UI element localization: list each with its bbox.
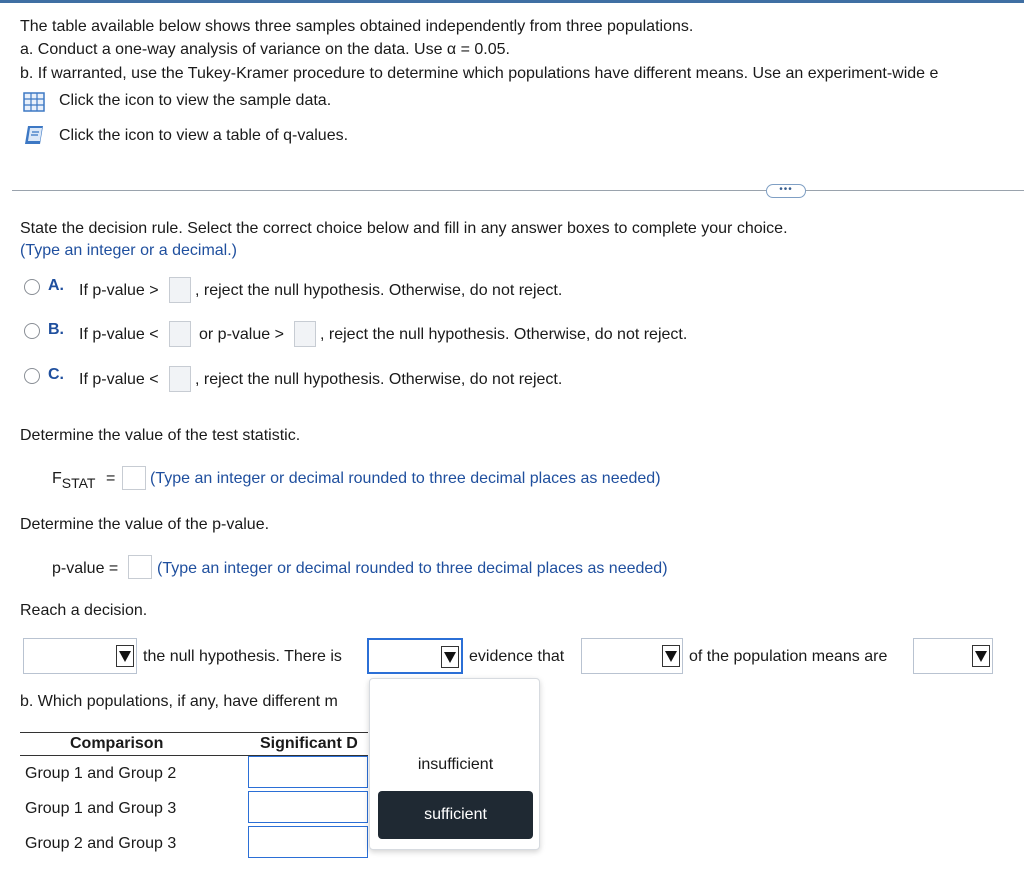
row-3-select[interactable] bbox=[248, 826, 368, 858]
p-value-prompt: Determine the value of the p-value. bbox=[20, 516, 270, 533]
option-a-pre: If p-value > bbox=[79, 282, 159, 299]
col-significant: Significant D bbox=[260, 735, 358, 752]
fstat-input[interactable] bbox=[122, 466, 146, 490]
col-comparison: Comparison bbox=[70, 735, 164, 752]
option-c-letter: C. bbox=[48, 366, 64, 383]
option-b-radio[interactable] bbox=[24, 323, 40, 339]
fstat-equals: = bbox=[106, 470, 116, 487]
chevron-down-icon bbox=[116, 645, 134, 667]
option-c-input[interactable] bbox=[169, 366, 191, 392]
option-b-input-high[interactable] bbox=[294, 321, 316, 347]
question-intro: The table available below shows three samples obtained independently from three populations. bbox=[20, 18, 694, 35]
quantifier-select[interactable] bbox=[581, 638, 683, 674]
fstat-label-main: F bbox=[52, 470, 62, 487]
table-grid-icon[interactable] bbox=[23, 92, 45, 112]
option-c-post: , reject the null hypothesis. Otherwise, do not reject. bbox=[195, 371, 563, 388]
section-divider bbox=[12, 190, 1024, 191]
option-b-letter: B. bbox=[48, 321, 64, 338]
p-value-input[interactable] bbox=[128, 555, 152, 579]
decision-prompt: Reach a decision. bbox=[20, 602, 148, 619]
option-b-mid: or p-value > bbox=[199, 326, 284, 343]
table-row: Group 1 and Group 2 bbox=[25, 765, 177, 782]
book-icon[interactable] bbox=[23, 123, 47, 147]
option-a-input[interactable] bbox=[169, 277, 191, 303]
dropdown-option-sufficient[interactable]: sufficient bbox=[378, 791, 533, 839]
decision-rule-prompt: State the decision rule. Select the correct choice below and fill in any answer boxes to complete your choice. bbox=[20, 220, 788, 237]
option-c-radio[interactable] bbox=[24, 368, 40, 384]
question-part-b: b. If warranted, use the Tukey-Kramer procedure to determine which populations have different means. Use an experiment-wide e bbox=[20, 65, 939, 82]
option-b-pre: If p-value < bbox=[79, 326, 159, 343]
evidence-select[interactable] bbox=[367, 638, 463, 674]
chevron-down-icon bbox=[972, 645, 990, 667]
view-sample-data-link[interactable]: Click the icon to view the sample data. bbox=[59, 92, 332, 109]
chevron-down-icon bbox=[662, 645, 680, 667]
evidence-dropdown-menu bbox=[369, 678, 540, 850]
option-a-letter: A. bbox=[48, 277, 64, 294]
chevron-down-icon bbox=[441, 646, 459, 668]
row-2-select[interactable] bbox=[248, 791, 368, 823]
option-b-post: , reject the null hypothesis. Otherwise, do not reject. bbox=[320, 326, 688, 343]
fstat-label-sub: STAT bbox=[61, 475, 96, 491]
row-1-select[interactable] bbox=[248, 756, 368, 788]
fstat-hint: (Type an integer or decimal rounded to three decimal places as needed) bbox=[150, 470, 661, 487]
option-c-pre: If p-value < bbox=[79, 371, 159, 388]
option-b-input-low[interactable] bbox=[169, 321, 191, 347]
table-row: Group 1 and Group 3 bbox=[25, 800, 177, 817]
test-stat-prompt: Determine the value of the test statistic. bbox=[20, 427, 301, 444]
view-q-values-link[interactable]: Click the icon to view a table of q-values. bbox=[59, 127, 349, 144]
table-top-rule bbox=[20, 732, 368, 733]
table-row: Group 2 and Group 3 bbox=[25, 835, 177, 852]
option-a-radio[interactable] bbox=[24, 279, 40, 295]
question-part-a: a. Conduct a one-way analysis of variance on the data. Use α = 0.05. bbox=[20, 41, 510, 58]
top-accent-bar bbox=[0, 0, 1024, 3]
p-value-label: p-value = bbox=[52, 560, 119, 577]
part-b-prompt: b. Which populations, if any, have different m bbox=[20, 693, 338, 710]
p-value-hint: (Type an integer or decimal rounded to three decimal places as needed) bbox=[157, 560, 668, 577]
decision-text-3: of the population means are bbox=[689, 648, 888, 665]
fstat-label bbox=[52, 470, 96, 491]
decision-text-2: evidence that bbox=[469, 648, 565, 665]
decision-select[interactable] bbox=[23, 638, 137, 674]
expand-more-button[interactable]: ••• bbox=[766, 184, 806, 198]
means-select[interactable] bbox=[913, 638, 993, 674]
decision-rule-hint: (Type an integer or a decimal.) bbox=[20, 242, 237, 259]
dropdown-option-insufficient[interactable]: insufficient bbox=[417, 756, 494, 773]
decision-text-1: the null hypothesis. There is bbox=[143, 648, 342, 665]
option-a-post: , reject the null hypothesis. Otherwise, do not reject. bbox=[195, 282, 563, 299]
